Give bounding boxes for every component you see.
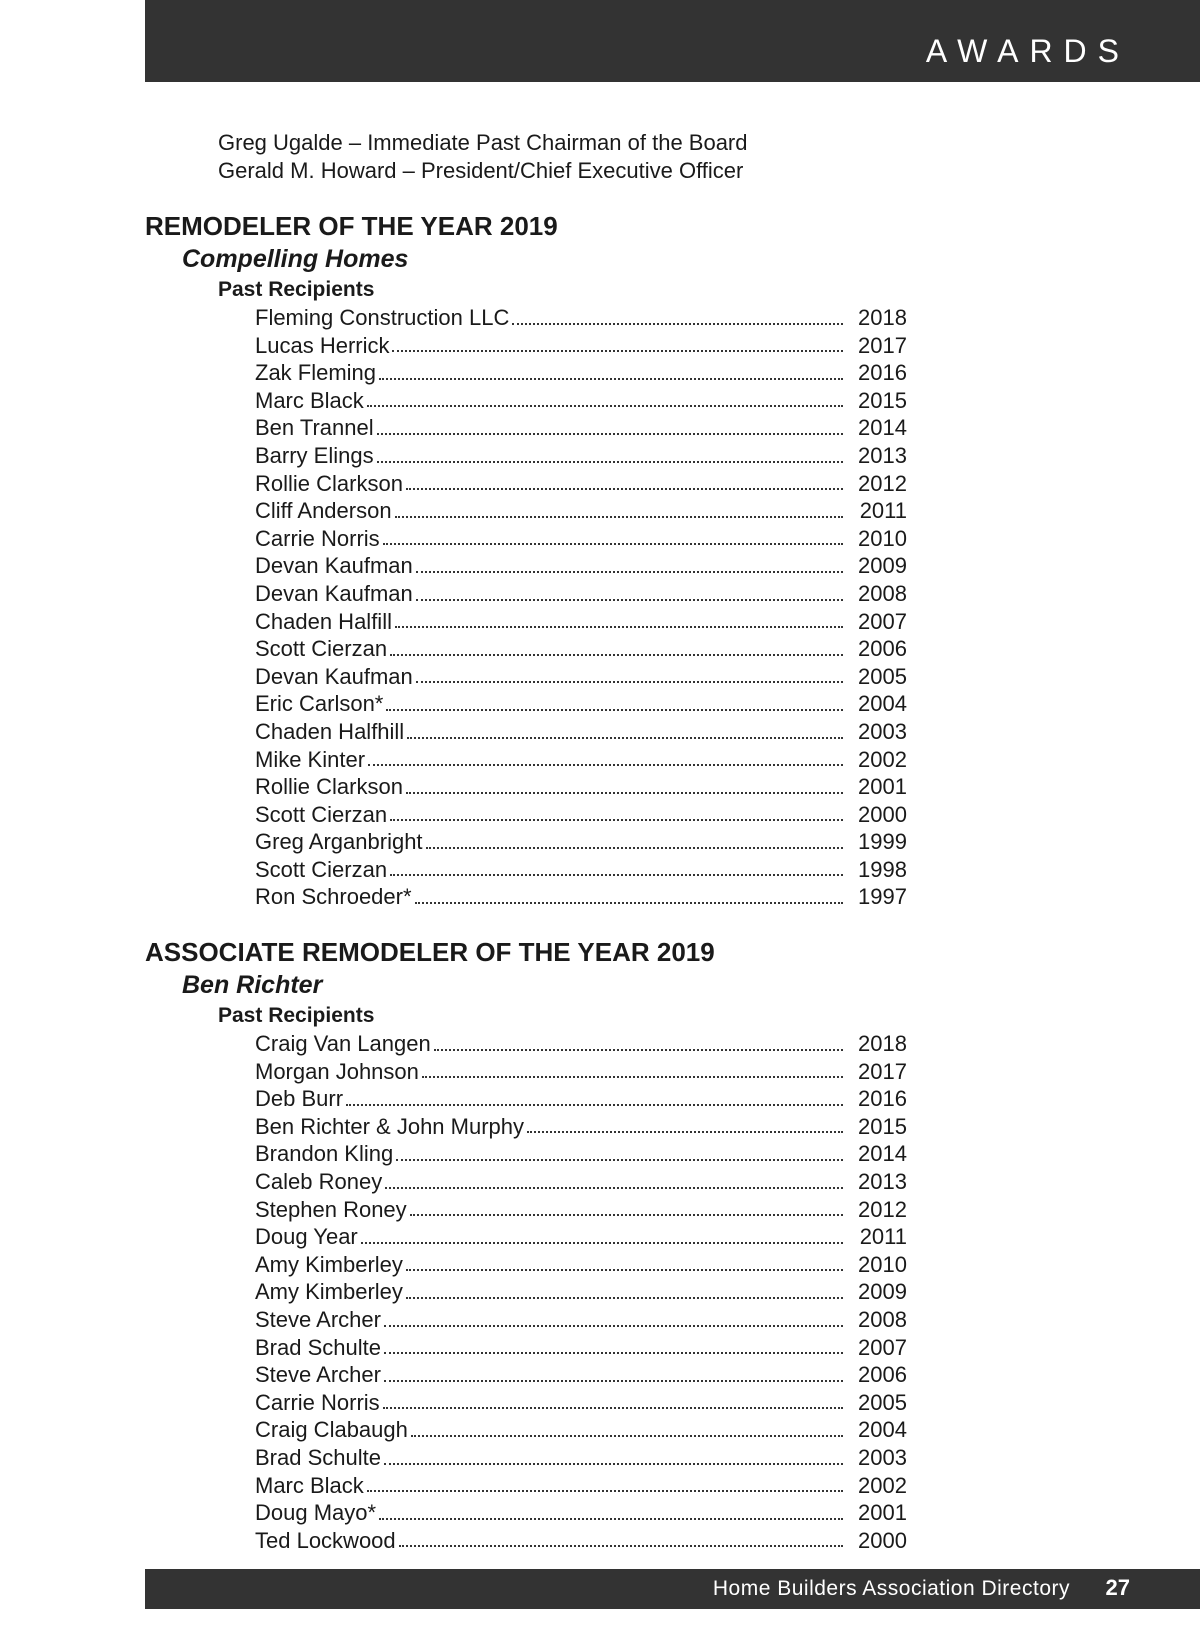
recipient-row — [255, 1278, 907, 1306]
dot-leader — [422, 1076, 843, 1078]
dot-leader — [406, 1297, 843, 1299]
dot-leader — [346, 1104, 843, 1106]
recipient-row — [255, 663, 907, 691]
dot-leader — [426, 847, 843, 849]
recipient-name: Morgan Johnson — [255, 1058, 419, 1084]
recipient-year: 2012 — [858, 1196, 907, 1222]
recipient-row — [255, 856, 907, 884]
recipient-row — [255, 635, 907, 663]
recipient-row — [255, 1444, 907, 1472]
dot-leader — [416, 571, 843, 573]
recipient-row — [255, 883, 907, 911]
recipient-year: 2002 — [858, 746, 907, 772]
award-section-associate-remodeler — [145, 936, 907, 1554]
recipient-row — [255, 1472, 907, 1500]
recipient-name: Carrie Norris — [255, 525, 380, 551]
recipient-year: 2008 — [858, 1306, 907, 1332]
recipient-name: Greg Arganbright — [255, 829, 423, 855]
recipient-name: Stephen Roney — [255, 1196, 407, 1222]
recipient-row — [255, 332, 907, 360]
recipient-name: Scott Cierzan — [255, 801, 388, 827]
recipient-name: Devan Kaufman — [255, 580, 413, 606]
recipient-year: 2001 — [858, 1500, 907, 1526]
recipient-year: 2000 — [858, 1527, 907, 1553]
recipient-year: 2010 — [858, 1251, 907, 1277]
recipient-row — [255, 718, 907, 746]
recipient-year: 2017 — [858, 332, 907, 358]
recipient-year: 2007 — [858, 608, 907, 634]
dot-leader — [410, 1214, 843, 1216]
recipient-name: Brad Schulte — [255, 1334, 381, 1360]
dot-leader — [367, 405, 843, 407]
recipient-name: Craig Clabaugh — [255, 1417, 408, 1443]
award-winner: Compelling Homes — [182, 245, 409, 273]
recipient-row — [255, 608, 907, 636]
recipient-year: 2015 — [858, 387, 907, 413]
recipient-list — [255, 304, 907, 911]
recipient-name: Steve Archer — [255, 1306, 381, 1332]
officer-line: Greg Ugalde – Immediate Past Chairman of the Board — [218, 130, 748, 155]
recipient-row — [255, 1389, 907, 1417]
recipient-name: Devan Kaufman — [255, 553, 413, 579]
recipient-year: 2014 — [858, 415, 907, 441]
recipient-row — [255, 1499, 907, 1527]
recipient-year: 1998 — [858, 856, 907, 882]
recipient-row — [255, 801, 907, 829]
footer-publication-title: Home Builders Association Directory — [712, 1577, 1070, 1600]
recipient-year: 2010 — [858, 525, 907, 551]
recipient-name: Eric Carlson* — [255, 691, 384, 717]
dot-leader — [379, 1518, 843, 1520]
recipient-list — [255, 1030, 907, 1554]
dot-leader — [416, 599, 843, 601]
dot-leader — [368, 764, 843, 766]
recipient-row — [255, 1334, 907, 1362]
recipient-name: Ben Trannel — [255, 415, 374, 441]
recipient-year: 2002 — [858, 1472, 907, 1498]
recipient-name: Carrie Norris — [255, 1389, 380, 1415]
recipient-row — [255, 470, 907, 498]
recipient-year: 2006 — [858, 1362, 907, 1388]
recipient-year: 2007 — [858, 1334, 907, 1360]
award-winner: Ben Richter — [182, 971, 323, 999]
recipient-row — [255, 1140, 907, 1168]
award-title: ASSOCIATE REMODELER OF THE YEAR 2019 — [145, 937, 715, 967]
recipient-year: 2017 — [858, 1058, 907, 1084]
recipient-name: Deb Burr — [255, 1086, 344, 1112]
recipient-year: 2014 — [858, 1141, 907, 1167]
dot-leader — [411, 1435, 843, 1437]
dot-leader — [415, 902, 843, 904]
recipient-row — [255, 1527, 907, 1555]
recipient-name: Ben Richter & John Murphy — [255, 1113, 525, 1139]
recipient-year: 2013 — [858, 442, 907, 468]
dot-leader — [384, 1352, 843, 1354]
recipient-name: Mike Kinter — [255, 746, 366, 772]
dot-leader — [512, 323, 843, 325]
recipient-name: Craig Van Langen — [255, 1031, 431, 1056]
recipient-row — [255, 387, 907, 415]
dot-leader — [434, 1049, 843, 1051]
past-recipients-label: Past Recipients — [218, 278, 375, 301]
recipient-name: Marc Black — [255, 1472, 364, 1498]
dot-leader — [390, 654, 843, 656]
recipient-row — [255, 1223, 907, 1251]
recipient-name: Devan Kaufman — [255, 663, 413, 689]
dot-leader — [385, 1187, 843, 1189]
dot-leader — [377, 433, 843, 435]
recipient-year: 2003 — [858, 718, 907, 744]
recipient-row — [255, 1030, 907, 1058]
dot-leader — [377, 461, 843, 463]
recipient-year: 2003 — [858, 1444, 907, 1470]
recipient-year: 1997 — [858, 884, 907, 910]
dot-leader — [392, 350, 843, 352]
recipient-year: 2016 — [858, 1086, 907, 1112]
recipient-name: Steve Archer — [255, 1362, 381, 1388]
award-section-remodeler — [145, 210, 907, 911]
dot-leader — [383, 543, 843, 545]
dot-leader — [395, 626, 843, 628]
dot-leader — [383, 1407, 843, 1409]
recipient-row — [255, 746, 907, 774]
recipient-year: 2011 — [859, 1224, 907, 1250]
dot-leader — [407, 737, 843, 739]
dot-leader — [384, 1325, 843, 1327]
dot-leader — [386, 709, 843, 711]
dot-leader — [384, 1463, 843, 1465]
recipient-year: 2013 — [858, 1168, 907, 1194]
recipient-name: Marc Black — [255, 387, 364, 413]
recipient-name: Doug Mayo* — [255, 1500, 377, 1526]
page-section-title: AWARDS — [925, 33, 1130, 69]
dot-leader — [396, 1159, 843, 1161]
dot-leader — [406, 792, 843, 794]
recipient-name: Amy Kimberley — [255, 1251, 403, 1277]
dot-leader — [399, 1545, 843, 1547]
footer-bar — [145, 1569, 1200, 1609]
award-title: REMODELER OF THE YEAR 2019 — [145, 211, 558, 241]
recipient-name: Scott Cierzan — [255, 636, 388, 662]
recipient-name: Ron Schroeder* — [255, 884, 412, 910]
recipient-name: Chaden Halfill — [255, 608, 392, 634]
dot-leader — [390, 874, 843, 876]
recipient-row — [255, 690, 907, 718]
recipient-year: 2005 — [858, 663, 907, 689]
recipient-year: 2018 — [858, 1031, 907, 1056]
recipient-row — [255, 1113, 907, 1141]
recipient-row — [255, 580, 907, 608]
recipient-year: 2012 — [858, 470, 907, 496]
recipient-name: Rollie Clarkson — [255, 774, 403, 800]
recipient-year: 1999 — [858, 829, 907, 855]
recipient-name: Scott Cierzan — [255, 856, 388, 882]
recipient-name: Amy Kimberley — [255, 1279, 403, 1305]
recipient-row — [255, 497, 907, 525]
recipient-name: Fleming Construction LLC — [255, 305, 510, 330]
dot-leader — [367, 1490, 843, 1492]
recipient-row — [255, 828, 907, 856]
recipient-row — [255, 1168, 907, 1196]
recipient-year: 2011 — [859, 498, 907, 524]
recipient-year: 2008 — [858, 580, 907, 606]
dot-leader — [406, 488, 843, 490]
dot-leader — [390, 819, 843, 821]
recipient-row — [255, 1251, 907, 1279]
recipient-row — [255, 304, 907, 332]
recipient-row — [255, 1058, 907, 1086]
recipient-year: 2006 — [858, 636, 907, 662]
recipient-name: Chaden Halfhill — [255, 718, 405, 744]
recipient-name: Lucas Herrick — [255, 332, 390, 358]
recipient-year: 2009 — [858, 553, 907, 579]
page-number: 27 — [1105, 1575, 1130, 1600]
dot-leader — [384, 1380, 843, 1382]
recipient-row — [255, 414, 907, 442]
recipient-year: 2015 — [858, 1113, 907, 1139]
recipient-name: Cliff Anderson — [255, 498, 392, 524]
recipient-name: Caleb Roney — [255, 1168, 383, 1194]
recipient-year: 2001 — [858, 774, 907, 800]
header-bar — [145, 0, 1200, 82]
officers-list — [218, 129, 748, 185]
recipient-row — [255, 1196, 907, 1224]
dot-leader — [527, 1131, 843, 1133]
dot-leader — [395, 516, 843, 518]
dot-leader — [379, 378, 843, 380]
dot-leader — [416, 681, 843, 683]
recipient-name: Ted Lockwood — [255, 1527, 396, 1553]
recipient-name: Barry Elings — [255, 442, 374, 468]
recipient-row — [255, 525, 907, 553]
dot-leader — [406, 1269, 843, 1271]
recipient-year: 2004 — [858, 691, 907, 717]
past-recipients-label: Past Recipients — [218, 1004, 375, 1027]
recipient-row — [255, 359, 907, 387]
recipient-row — [255, 1085, 907, 1113]
dot-leader — [361, 1242, 843, 1244]
recipient-year: 2018 — [858, 305, 907, 330]
recipient-year: 2004 — [858, 1417, 907, 1443]
recipient-year: 2016 — [858, 360, 907, 386]
recipient-row — [255, 1361, 907, 1389]
recipient-name: Brad Schulte — [255, 1444, 381, 1470]
recipient-name: Brandon Kling — [255, 1141, 394, 1167]
officer-line: Gerald M. Howard – President/Chief Executive Officer — [218, 158, 744, 183]
recipient-name: Rollie Clarkson — [255, 470, 403, 496]
recipient-year: 2009 — [858, 1279, 907, 1305]
recipient-row — [255, 442, 907, 470]
recipient-row — [255, 1306, 907, 1334]
recipient-year: 2000 — [858, 801, 907, 827]
recipient-row — [255, 552, 907, 580]
recipient-row — [255, 1416, 907, 1444]
recipient-row — [255, 773, 907, 801]
recipient-name: Zak Fleming — [255, 360, 377, 386]
recipient-name: Doug Year — [255, 1224, 358, 1250]
recipient-year: 2005 — [858, 1389, 907, 1415]
